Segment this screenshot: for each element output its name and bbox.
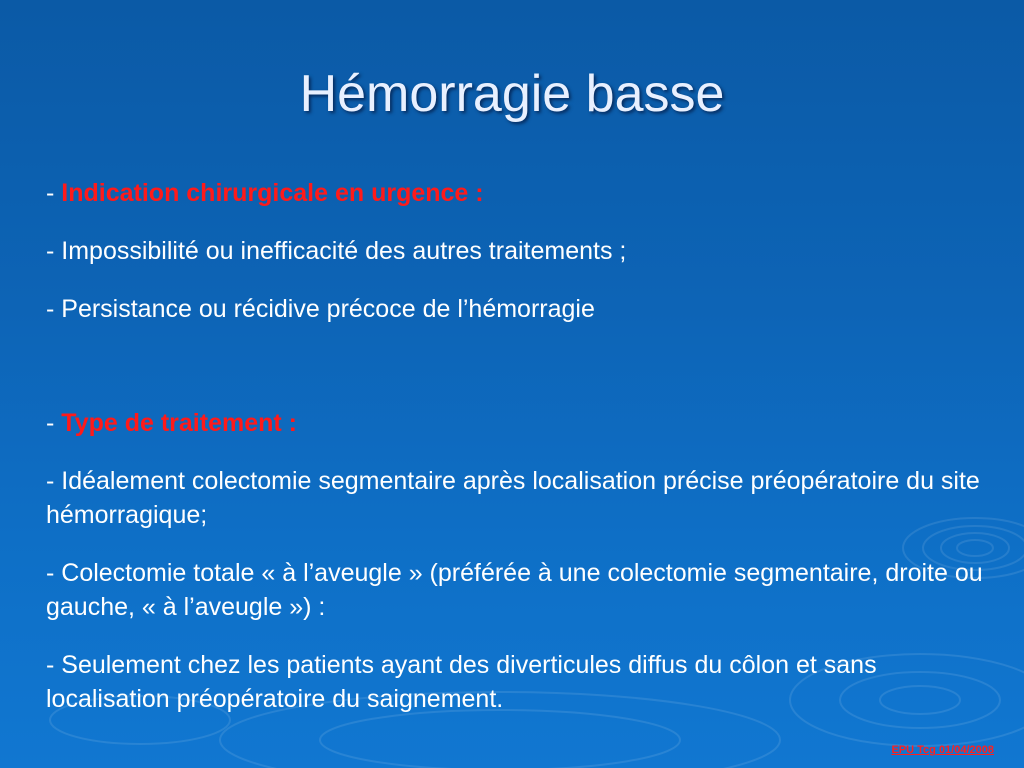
bullet-persistance: - Persistance ou récidive précoce de l’hémorragie	[46, 295, 595, 323]
bullet-idealement: - Idéalement colectomie segmentaire après localisation précise préopératoire du site hémorragique;	[46, 467, 980, 529]
highlight-text: Indication chirurgicale en urgence :	[61, 179, 484, 207]
bullet-seulement: - Seulement chez les patients ayant des diverticules diffus du côlon et sans localisation préopératoire du saignement.	[46, 651, 877, 713]
bullet-type-heading: - Type de traitement :	[46, 409, 297, 437]
bullet-colectomie-totale: - Colectomie totale « à l’aveugle » (préférée à une colectomie segmentaire, droite ou gauche, « à l’aveugle ») :	[46, 559, 983, 621]
bullet-indication-heading: - Indication chirurgicale en urgence :	[46, 179, 484, 207]
slide-body	[46, 176, 986, 742]
slide-title: Hémorragie basse	[299, 65, 725, 123]
footer-label: EPU Tcg 01/04/2008	[891, 744, 994, 756]
highlight-text: Type de traitement :	[61, 409, 297, 437]
bullet-impossibilite: - Impossibilité ou inefficacité des autres traitements ;	[46, 237, 627, 265]
